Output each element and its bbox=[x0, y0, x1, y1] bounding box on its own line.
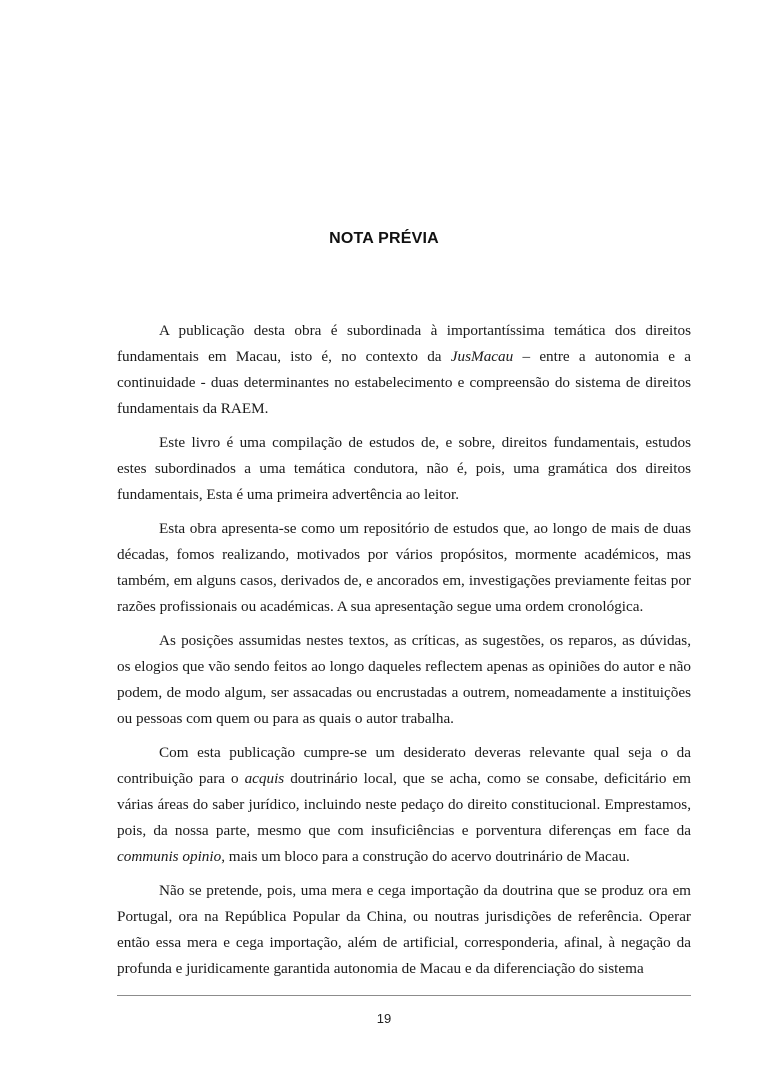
body-text bbox=[117, 318, 691, 990]
paragraph-3: Esta obra apresenta-se como um repositório de estudos que, ao longo de mais de duas décadas, fomos realizando, motivados por vários propósitos, mormente académicos, mas também, em alguns casos, derivados de, e ancorados em, investigações previamente feitas por razões profissionais ou académicas. A sua apresentação segue uma ordem cronológica. bbox=[117, 520, 691, 615]
italic-term-communis-opinio: communis opinio bbox=[117, 848, 222, 865]
paragraph-2: Este livro é uma compilação de estudos de, e sobre, direitos fundamentais, estudos estes subordinados a uma temática condutora, não é, pois, uma gramática dos direitos fundamentais, Esta é uma primeira advertência ao leitor. bbox=[117, 434, 691, 503]
paragraph-5: Com esta publicação cumpre-se um desiderato deveras relevante qual seja o da contribuição para o acquis doutrinário local, que se acha, como se consabe, deficitário em várias áreas do saber jurídico, incluindo neste pedaço do direito constitucional. Emprestamos, pois, da nossa parte, mesmo que com insuficiências e porventura diferenças em face da communis opinio, mais um bloco para a construção do acervo doutrinário de Macau. bbox=[117, 744, 691, 865]
paragraph-4: As posições assumidas nestes textos, as críticas, as sugestões, os reparos, as dúvidas, os elogios que vão sendo feitos ao longo daqueles reflectem apenas as opiniões do autor e não podem, de modo algum, ser assacadas ou encrustadas a outrem, nomeadamente a instituições ou pessoas com quem ou para as quais o autor trabalha. bbox=[117, 632, 691, 727]
italic-term-jusmacau: JusMacau bbox=[450, 348, 514, 365]
footer-rule bbox=[117, 995, 691, 996]
page-title: NOTA PRÉVIA bbox=[329, 230, 439, 247]
page-number: 19 bbox=[376, 1011, 392, 1026]
italic-term-acquis: acquis bbox=[244, 770, 285, 787]
paragraph-6: Não se pretende, pois, uma mera e cega importação da doutrina que se produz ora em Portugal, ora na República Popular da China, ou noutras jurisdições de referência. Operar então essa mera e cega importação, além de artificial, corresponderia, afinal, à negação da profunda e juridicamente garantida autonomia de Macau e da diferenciação do sistema bbox=[117, 882, 691, 977]
paragraph-1: A publicação desta obra é subordinada à importantíssima temática dos direitos fundamentais em Macau, isto é, no contexto da JusMacau – entre a autonomia e a continuidade - duas determinantes no estabelecimento e compreensão do sistema de direitos fundamentais da RAEM. bbox=[117, 322, 691, 417]
